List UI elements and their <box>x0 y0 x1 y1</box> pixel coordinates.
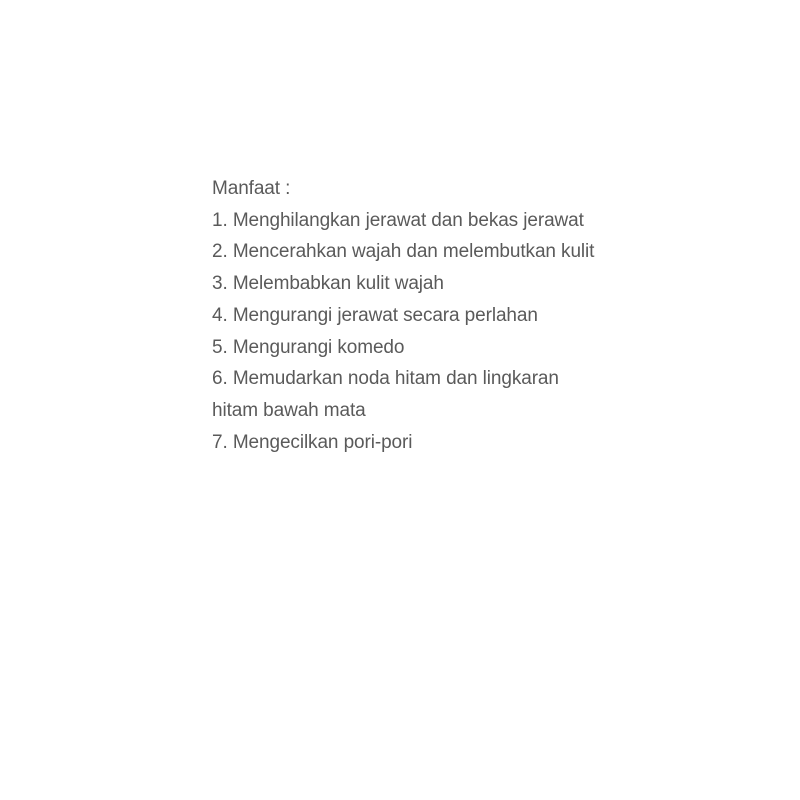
benefit-item-2: 2. Mencerahkan wajah dan melembutkan kulit <box>212 241 595 263</box>
benefit-item-6-continued: hitam bawah mata <box>212 399 366 421</box>
benefit-item-7: 7. Mengecilkan pori-pori <box>212 431 413 453</box>
benefit-item-3: 3. Melembabkan kulit wajah <box>212 273 444 295</box>
benefit-item-5: 5. Mengurangi komedo <box>212 336 405 358</box>
benefit-item-1: 1. Menghilangkan jerawat dan bekas jerawat <box>212 209 584 231</box>
benefit-item-4: 4. Mengurangi jerawat secara perlahan <box>212 304 538 326</box>
benefits-text-block <box>212 173 652 458</box>
benefit-item-6: 6. Memudarkan noda hitam dan lingkaran <box>212 368 559 390</box>
benefits-heading: Manfaat : <box>212 178 291 199</box>
